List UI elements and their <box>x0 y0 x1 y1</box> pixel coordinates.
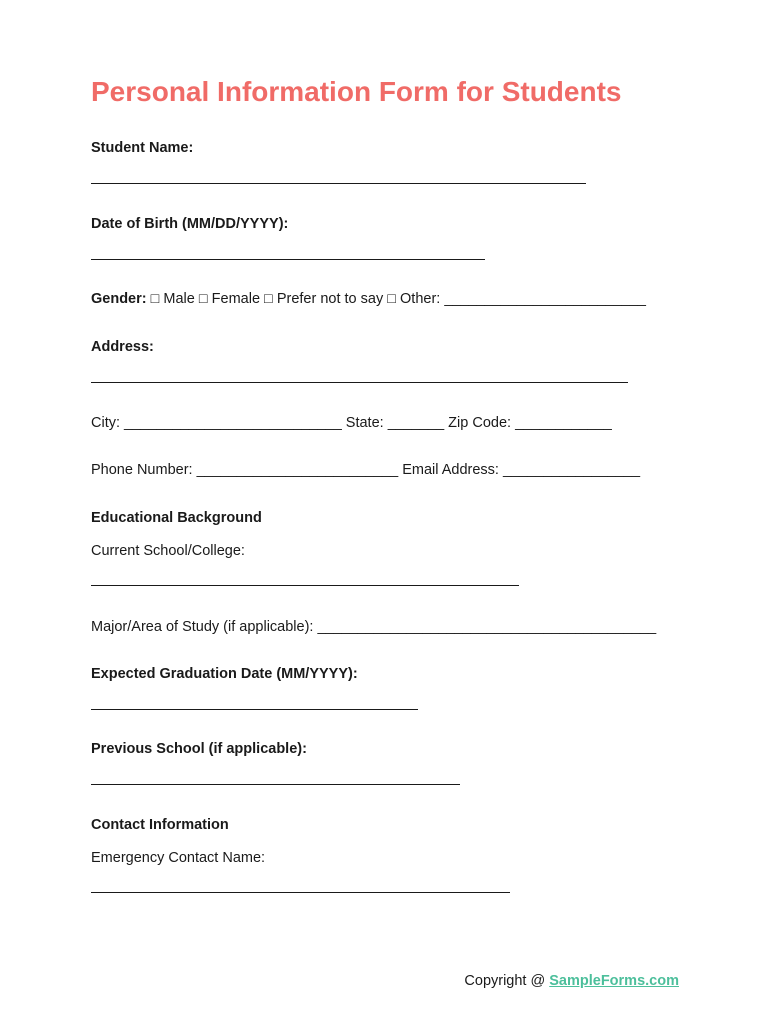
grad-date-label: Expected Graduation Date (MM/YYYY): <box>91 666 358 682</box>
page-title: Personal Information Form for Students <box>91 76 622 107</box>
prev-school-label: Previous School (if applicable): <box>91 741 307 757</box>
gender-options[interactable]: □ Male □ Female □ Prefer not to say □ Other: _________________________ <box>150 291 646 307</box>
gender-label: Gender: <box>91 291 147 307</box>
address-label: Address: <box>91 339 154 355</box>
city-state-zip-row[interactable]: City: ___________________________ State: _______ Zip Code: ____________ <box>91 415 612 431</box>
emergency-contact-label: Emergency Contact Name: <box>91 850 266 866</box>
major-row[interactable]: Major/Area of Study (if applicable): __________________________________________ <box>91 619 657 635</box>
gender-row <box>91 290 646 308</box>
brand-link[interactable]: SampleForms.com <box>549 973 679 989</box>
copyright-text: Copyright @ <box>464 973 550 989</box>
address-field[interactable] <box>91 382 628 383</box>
contact-heading: Contact Information <box>91 817 229 833</box>
emergency-contact-field[interactable] <box>91 892 510 893</box>
current-school-label: Current School/College: <box>91 543 245 559</box>
grad-date-field[interactable] <box>91 709 418 710</box>
copyright-footer <box>464 973 679 989</box>
student-name-label: Student Name: <box>91 140 194 156</box>
education-heading: Educational Background <box>91 510 262 526</box>
prev-school-field[interactable] <box>91 784 460 785</box>
student-name-field[interactable] <box>91 183 586 184</box>
phone-email-row[interactable]: Phone Number: _________________________ Email Address: _________________ <box>91 462 641 478</box>
dob-field[interactable] <box>91 259 485 260</box>
dob-label: Date of Birth (MM/DD/YYYY): <box>91 216 289 232</box>
current-school-field[interactable] <box>91 585 519 586</box>
